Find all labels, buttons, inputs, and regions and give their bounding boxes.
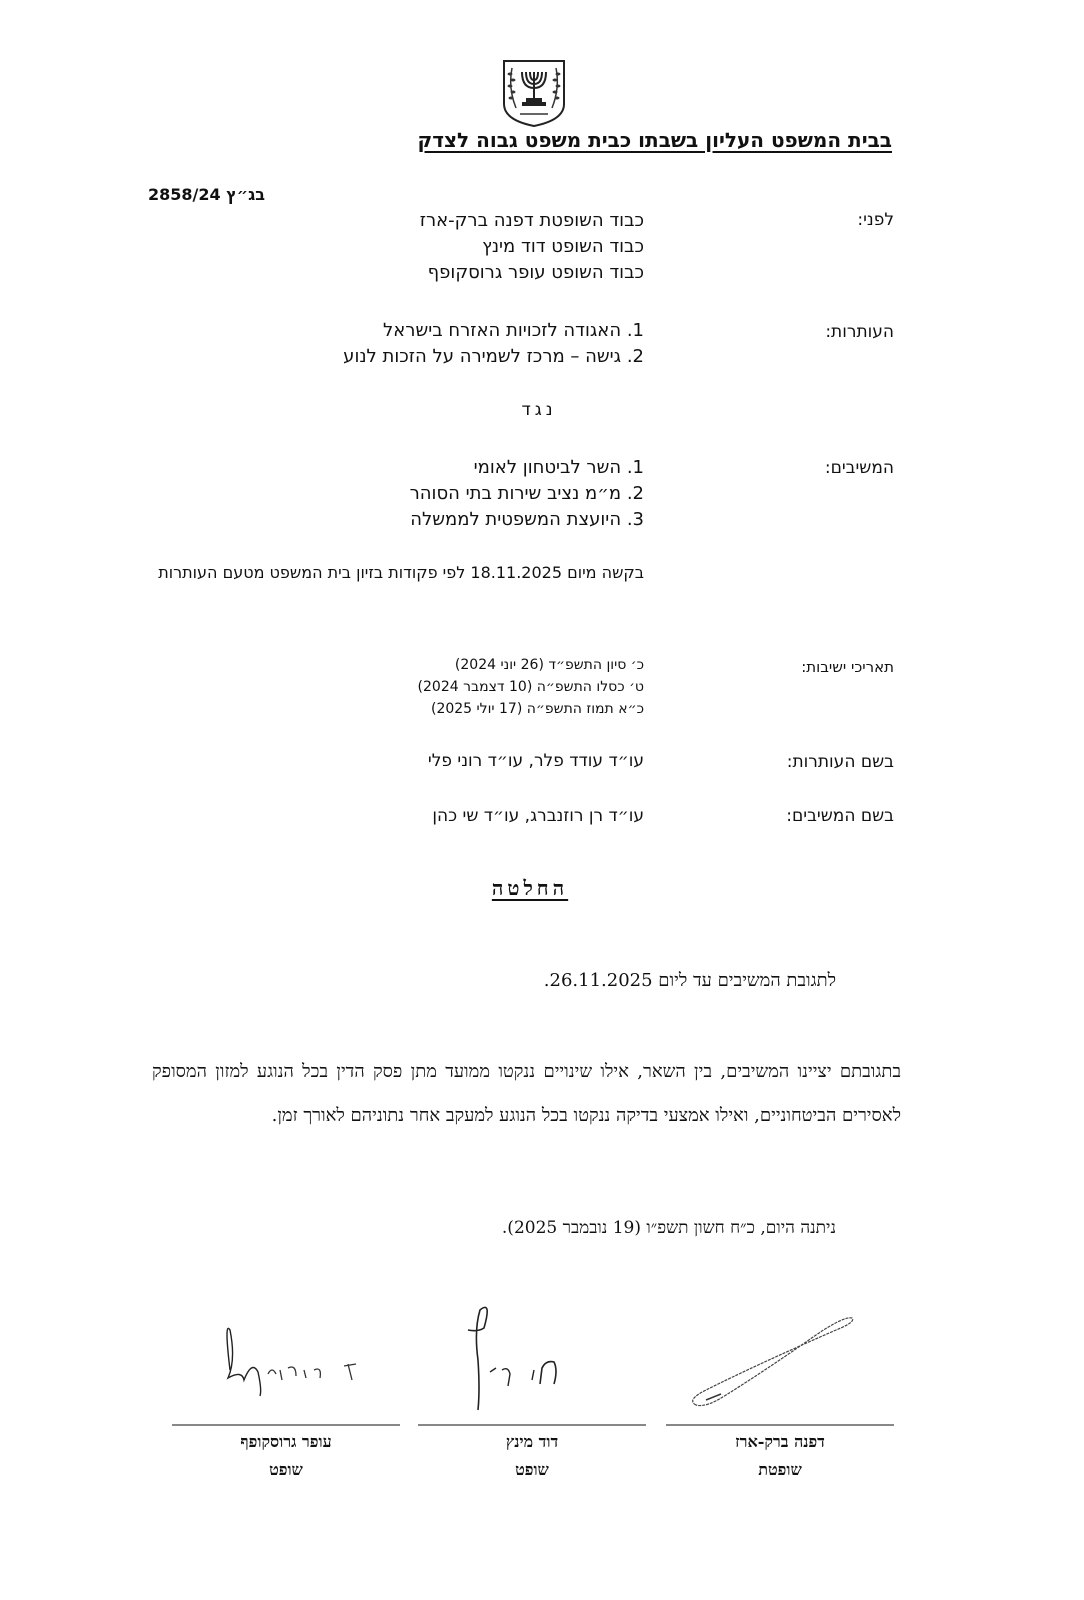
respondents-list [410, 455, 644, 533]
signature-block-barak-erez [666, 1300, 894, 1490]
counsel-respondents-label: בשם המשיבים: [786, 806, 894, 826]
counsel-respondents-value: עו״ד רן רוזנברג, עו״ד שי כהן [432, 806, 644, 826]
signature-block-mintz [418, 1300, 646, 1490]
petitioner-2: 2. גישה – מרכז לשמירה על הזכות לנוע [343, 346, 644, 367]
hearing-dates-label: תאריכי ישיבות: [801, 658, 894, 676]
hearing-dates-list [418, 654, 644, 720]
judge-1: כבוד השופטת דפנה ברק-ארז [419, 210, 644, 231]
signature-icon [666, 1300, 894, 1420]
signer-title: שופט [269, 1460, 303, 1479]
decision-paragraph-2: בתגובתם יציינו המשיבים, בין השאר, אילו שינויים ננקטו ממועד מתן פסק הדין בכל הנוגע למזון המסופק לאסירים הביטחוניים, ואילו אמצעי בדיקה ננקטו בכל הנוגע למעקב אחר נתוניהם לאורך זמן. [152, 1061, 901, 1126]
respondents-label: המשיבים: [824, 458, 894, 478]
signature-block-grosskopf [172, 1300, 400, 1490]
signer-name: דפנה ברק-ארז [735, 1432, 825, 1451]
signer-name: דוד מינץ [505, 1432, 559, 1451]
respondent-3: 3. היועצת המשפטית לממשלה [410, 509, 644, 530]
signature-icon [172, 1300, 400, 1420]
decision-heading: החלטה [491, 876, 569, 900]
request-description: בקשה מיום 18.11.2025 לפי פקודות בזיון בית המשפט מטעם העותרות [158, 563, 644, 582]
judge-3: כבוד השופט עופר גרוסקופף [427, 262, 644, 283]
court-title: בבית המשפט העליון בשבתו כבית משפט גבוה לצדק [417, 128, 892, 152]
judges-list [420, 208, 644, 286]
signer-name: עופר גרוסקופף [240, 1432, 332, 1451]
hearing-date-3: כ״א תמוז התשפ״ה (17 יולי 2025) [430, 701, 644, 717]
signature-line [666, 1424, 894, 1426]
judge-2: כבוד השופט דוד מינץ [482, 236, 644, 257]
petitioners-list [343, 318, 644, 370]
before-label: לפני: [857, 210, 894, 230]
respondent-2: 2. מ״מ נציב שירות בתי הסוהר [409, 483, 644, 504]
petitioner-1: 1. האגודה לזכויות האזרח בישראל [383, 320, 644, 341]
hearing-date-2: ט׳ כסלו התשפ״ה (10 דצמבר 2024) [417, 679, 644, 695]
signer-title: שופט [515, 1460, 549, 1479]
signature-icon [418, 1300, 646, 1420]
signature-line [418, 1424, 646, 1426]
state-emblem-icon [500, 58, 568, 128]
petitioners-label: העותרות: [825, 322, 894, 342]
signature-line [172, 1424, 400, 1426]
respondent-1: 1. השר לביטחון לאומי [473, 457, 644, 478]
case-number: בג״ץ 2858/24 [148, 185, 266, 204]
hearing-date-1: כ׳ סיון התשפ״ד (26 יוני 2024) [454, 657, 644, 673]
counsel-petitioners-label: בשם העותרות: [786, 752, 894, 772]
against-label: נגד [521, 400, 557, 420]
decision-paragraph-1: לתגובת המשיבים עד ליום 26.11.2025. [543, 970, 836, 991]
counsel-petitioners-value: עו״ד עודד פלר, עו״ד רוני פלי [427, 751, 644, 771]
signer-title: שופטת [758, 1460, 802, 1479]
given-date: ניתנה היום, כ״ח חשון תשפ״ו (19 נובמבר 2025). [501, 1218, 836, 1238]
